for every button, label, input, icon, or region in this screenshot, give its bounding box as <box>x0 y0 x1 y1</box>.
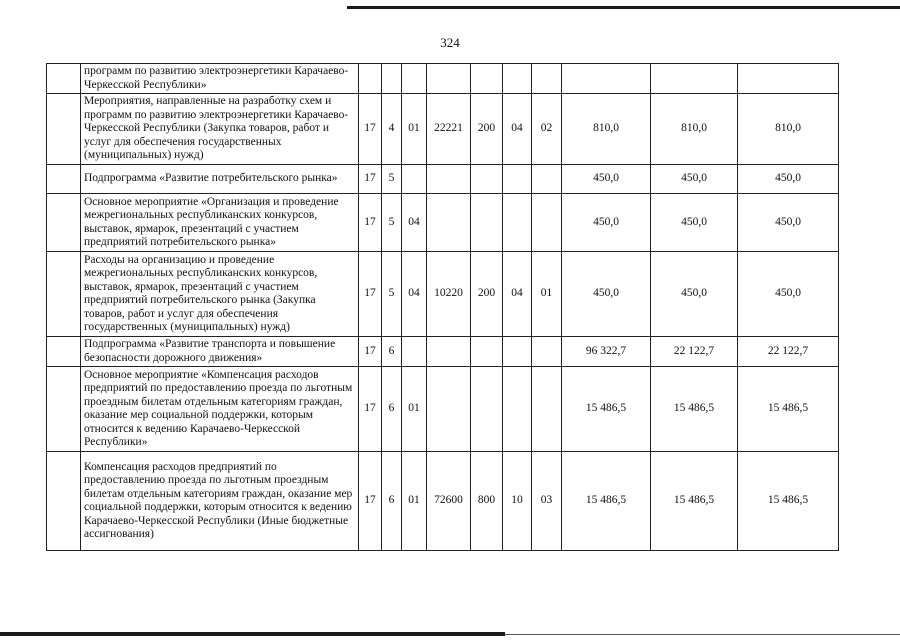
main-measure-code-cell <box>402 64 427 94</box>
program-code-cell: 17 <box>359 452 382 551</box>
subprogram-code-cell: 5 <box>382 194 402 252</box>
row-number-cell <box>47 165 81 194</box>
program-code-cell: 17 <box>359 252 382 337</box>
row-number-cell <box>47 367 81 452</box>
row-name-cell: Основное мероприятие «Организация и проведение межрегиональных республиканских конкурсов, выставок, ярмарок, презентаций с участием предприятий потребительского рынка» <box>81 194 359 252</box>
amount-year2-cell <box>651 64 738 94</box>
subsection-code-cell <box>532 337 562 367</box>
main-measure-code-cell: 01 <box>402 94 427 165</box>
direction-code-cell <box>427 194 471 252</box>
table-row <box>47 64 839 94</box>
budget-table-body <box>47 64 839 551</box>
direction-code-cell: 10220 <box>427 252 471 337</box>
main-measure-code-cell: 04 <box>402 194 427 252</box>
subsection-code-cell: 03 <box>532 452 562 551</box>
subprogram-code-cell <box>382 64 402 94</box>
subsection-code-cell <box>532 194 562 252</box>
subsection-code-cell <box>532 367 562 452</box>
subprogram-code-cell: 6 <box>382 452 402 551</box>
program-code-cell: 17 <box>359 367 382 452</box>
amount-year1-cell: 15 486,5 <box>562 452 651 551</box>
expense-type-code-cell <box>471 337 503 367</box>
table-row <box>47 252 839 337</box>
amount-year2-cell: 450,0 <box>651 165 738 194</box>
row-name-cell: Мероприятия, направленные на разработку схем и программ по развитию электроэнергетики Карачаево-Черкесской Республики (Закупка товаров, работ и услуг для обеспечения государственных (муниципальных) нужд) <box>81 94 359 165</box>
expense-type-code-cell: 200 <box>471 94 503 165</box>
subprogram-code-cell: 5 <box>382 252 402 337</box>
row-name-cell: программ по развитию электроэнергетики Карачаево-Черкесской Республики» <box>81 64 359 94</box>
main-measure-code-cell: 04 <box>402 252 427 337</box>
subprogram-code-cell: 5 <box>382 165 402 194</box>
program-code-cell <box>359 64 382 94</box>
amount-year3-cell: 810,0 <box>738 94 839 165</box>
main-measure-code-cell: 01 <box>402 452 427 551</box>
row-name-cell: Подпрограмма «Развитие транспорта и повышение безопасности дорожного движения» <box>81 337 359 367</box>
table-row <box>47 194 839 252</box>
table-row <box>47 337 839 367</box>
scan-edge-bottom-thin <box>505 634 900 635</box>
amount-year3-cell: 15 486,5 <box>738 367 839 452</box>
main-measure-code-cell: 01 <box>402 367 427 452</box>
section-code-cell <box>503 367 532 452</box>
table-row <box>47 367 839 452</box>
row-number-cell <box>47 64 81 94</box>
expense-type-code-cell <box>471 64 503 94</box>
amount-year1-cell <box>562 64 651 94</box>
page-number: 324 <box>440 35 460 50</box>
amount-year1-cell: 450,0 <box>562 165 651 194</box>
scan-edge-bottom <box>0 632 505 636</box>
row-number-cell <box>47 452 81 551</box>
row-number-cell <box>47 252 81 337</box>
amount-year1-cell: 15 486,5 <box>562 367 651 452</box>
table-row <box>47 94 839 165</box>
subprogram-code-cell: 4 <box>382 94 402 165</box>
amount-year2-cell: 810,0 <box>651 94 738 165</box>
amount-year3-cell: 450,0 <box>738 252 839 337</box>
amount-year2-cell: 450,0 <box>651 252 738 337</box>
program-code-cell: 17 <box>359 165 382 194</box>
table-row <box>47 452 839 551</box>
program-code-cell: 17 <box>359 194 382 252</box>
amount-year1-cell: 450,0 <box>562 194 651 252</box>
section-code-cell <box>503 165 532 194</box>
direction-code-cell <box>427 337 471 367</box>
row-number-cell <box>47 94 81 165</box>
budget-table <box>46 63 839 551</box>
amount-year1-cell: 450,0 <box>562 252 651 337</box>
section-code-cell: 04 <box>503 94 532 165</box>
amount-year3-cell <box>738 64 839 94</box>
subprogram-code-cell: 6 <box>382 337 402 367</box>
program-code-cell: 17 <box>359 94 382 165</box>
direction-code-cell <box>427 64 471 94</box>
row-name-cell: Компенсация расходов предприятий по предоставлению проезда по льготным проездным билетам отдельным категориям граждан, оказание мер социальной поддержки, которым относится к ведению Карачаево-Черкесской Республики (Иные бюджетные ассигнования) <box>81 452 359 551</box>
expense-type-code-cell <box>471 367 503 452</box>
amount-year2-cell: 15 486,5 <box>651 452 738 551</box>
section-code-cell: 10 <box>503 452 532 551</box>
subsection-code-cell: 02 <box>532 94 562 165</box>
main-measure-code-cell <box>402 337 427 367</box>
amount-year3-cell: 450,0 <box>738 194 839 252</box>
row-name-cell: Подпрограмма «Развитие потребительского рынка» <box>81 165 359 194</box>
subprogram-code-cell: 6 <box>382 367 402 452</box>
direction-code-cell <box>427 367 471 452</box>
main-measure-code-cell <box>402 165 427 194</box>
row-name-cell: Расходы на организацию и проведение межрегиональных республиканских конкурсов, выставок, ярмарок, презентаций с участием предприятий потребительского рынка (Закупка товаров, работ и услуг для обеспечения государственных (муниципальных) нужд) <box>81 252 359 337</box>
amount-year2-cell: 450,0 <box>651 194 738 252</box>
direction-code-cell: 72600 <box>427 452 471 551</box>
amount-year2-cell: 22 122,7 <box>651 337 738 367</box>
program-code-cell: 17 <box>359 337 382 367</box>
row-number-cell <box>47 337 81 367</box>
direction-code-cell <box>427 165 471 194</box>
subsection-code-cell <box>532 64 562 94</box>
expense-type-code-cell <box>471 194 503 252</box>
section-code-cell <box>503 337 532 367</box>
section-code-cell <box>503 194 532 252</box>
section-code-cell <box>503 64 532 94</box>
amount-year3-cell: 450,0 <box>738 165 839 194</box>
amount-year3-cell: 22 122,7 <box>738 337 839 367</box>
subsection-code-cell: 01 <box>532 252 562 337</box>
section-code-cell: 04 <box>503 252 532 337</box>
row-number-cell <box>47 194 81 252</box>
table-row <box>47 165 839 194</box>
subsection-code-cell <box>532 165 562 194</box>
amount-year3-cell: 15 486,5 <box>738 452 839 551</box>
expense-type-code-cell: 200 <box>471 252 503 337</box>
direction-code-cell: 22221 <box>427 94 471 165</box>
row-name-cell: Основное мероприятие «Компенсация расходов предприятий по предоставлению проезда по льготным проездным билетам отдельным категориям граждан, оказание мер социальной поддержки, которым относится к ведению Карачаево-Черкесской Республики» <box>81 367 359 452</box>
expense-type-code-cell <box>471 165 503 194</box>
amount-year1-cell: 96 322,7 <box>562 337 651 367</box>
scan-edge-top <box>347 6 900 9</box>
expense-type-code-cell: 800 <box>471 452 503 551</box>
amount-year1-cell: 810,0 <box>562 94 651 165</box>
amount-year2-cell: 15 486,5 <box>651 367 738 452</box>
